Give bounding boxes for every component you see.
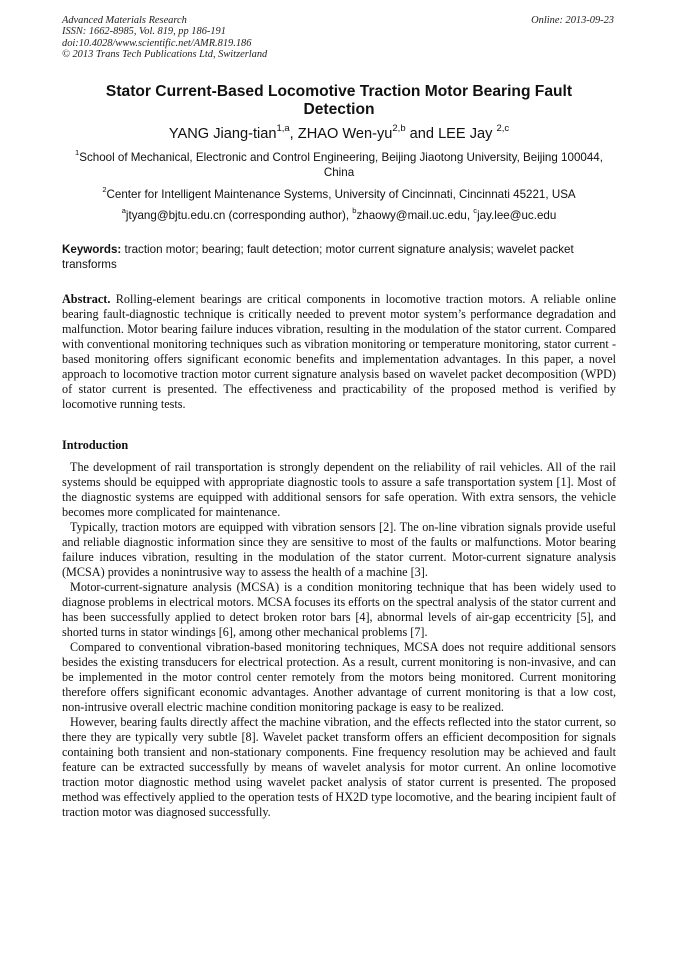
affiliation-text: Center for Intelligent Maintenance Systems, University of Cincinnati, Cincinnati 45221, USA [106,188,576,201]
author-affiliation-mark: 1,a [276,123,290,135]
author-line [62,125,616,143]
affiliation-mark: 2 [102,185,107,195]
keywords [62,242,616,272]
email-address: jay.lee@uc.edu [477,209,557,222]
author-separator: and [405,126,439,142]
introduction-body [62,460,616,820]
copyright-line: © 2013 Trans Tech Publications Ltd, Switzerland [62,49,268,61]
email-mark: c [473,206,478,216]
keywords-label: Keywords: [62,243,122,256]
abstract [62,292,616,412]
email-line [62,208,616,223]
abstract-text: Rolling-element bearings are critical components in locomotive traction motors. A reliable online bearing fault-diagnostic technique is critically needed to prevent motor system’s performance degradation and malfunction. Motor bearing failure induces vibration, resulting in the modulation of the stator current. Compared with conventional monitoring techniques such as vibration monitoring or temperature monitoring, stator current -based monitoring offers significant economic benefits and implementation advantages. In this paper, a novel approach to locomotive traction motor current signature analysis based on wavelet packet decomposition (WPD) of stator current is presented. The effectiveness and practicability of the proposed method is verified by locomotive running tests. [62,292,616,411]
keywords-text: traction motor; bearing; fault detection; motor current signature analysis; wavelet packet transforms [62,243,574,271]
section-heading: Introduction [62,438,129,452]
paragraph: Compared to conventional vibration-based monitoring techniques, MCSA does not require additional sensors besides the existing transducers for electrical protection. As a result, current monitoring is non-invasive, and can be implemented in the motor control center remotely from the motors being monitored. Current monitoring therefore offers significant economic advantages. Another advantage of current monitoring is that a low cost, non-intrusive overall electric machine condition monitoring package is easy to be realized. [62,640,616,714]
paragraph: Typically, traction motors are equipped with vibration sensors [2]. The on-line vibration signals provide useful and reliable diagnostic information since they are sensitive to most of the faults or malfunctions. Motor bearing failure induces vibration, resulting in the modulation of the stator current. Motor-current signature analysis (MCSA) provides a nonintrusive way to assess the health of a machine [3]. [62,520,616,579]
author-name: YANG Jiang-tian [168,126,277,142]
journal-metadata [62,15,267,61]
affiliation-mark: 1 [75,148,80,158]
paragraph: However, bearing faults directly affect the machine vibration, and the effects reflected into the stator current, so there they are typically very subtle [8]. Wavelet packet transform offers an efficient decomposition for signals containing both transient and non-stationary components. Fine frequency resolution may be achieved and fault feature can be extracted successfully by means of wavelet analysis for motor current. An online locomotive traction motor diagnostic method using wavelet packet analysis of stator current is presented. The proposed method was effectively applied to the operation tests of HX2D type locomotive, and the bearing incipient fault of traction motor was diagnosed successfully. [62,715,616,819]
issn-line: ISSN: 1662-8985, Vol. 819, pp 186-191 [62,26,226,38]
email-mark: b [352,206,357,216]
author-name: LEE Jay [438,126,497,142]
author-name: ZHAO Wen-yu [297,126,393,142]
email-address: zhaowy@mail.uc.edu, [356,209,474,222]
paper-title: Stator Current-Based Locomotive Traction Motor Bearing Fault Detection [105,83,573,118]
author-separator: , [289,126,298,142]
email-address: jtyang@bjtu.edu.cn (corresponding author), [125,209,353,222]
journal-name: Advanced Materials Research [62,15,187,26]
paragraph: The development of rail transportation is strongly dependent on the reliability of rail vehicles. All of the rail systems should be equipped with appropriate diagnostic tools to assure a safe transportation system [1]. Most of the diagnostic systems are equipped with additional sensors for safe operation. With extra sensors, the vehicle becomes more complicated for maintenance. [62,460,616,519]
doi-line: doi:10.4028/www.scientific.net/AMR.819.186 [62,37,252,49]
online-date: Online: 2013-09-23 [531,15,614,26]
paragraph: Motor-current-signature analysis (MCSA) is a condition monitoring technique that has been widely used to diagnose problems in electrical motors. MCSA focuses its efforts on the spectral analysis of the stator current and has been successfully applied to detect broken rotor bars [4], abnormal levels of air-gap eccentricity [5], and shorted turns in stator windings [6], among other mechanical problems [7]. [62,580,616,639]
affiliation-1 [62,150,616,180]
author-affiliation-mark: 2,c [496,123,510,135]
author-affiliation-mark: 2,b [392,123,406,135]
abstract-label: Abstract. [62,292,111,306]
email-mark: a [121,206,126,216]
affiliation-text: School of Mechanical, Electronic and Control Engineering, Beijing Jiaotong University, Beijing 100044, China [79,151,603,179]
affiliation-2 [62,187,616,202]
